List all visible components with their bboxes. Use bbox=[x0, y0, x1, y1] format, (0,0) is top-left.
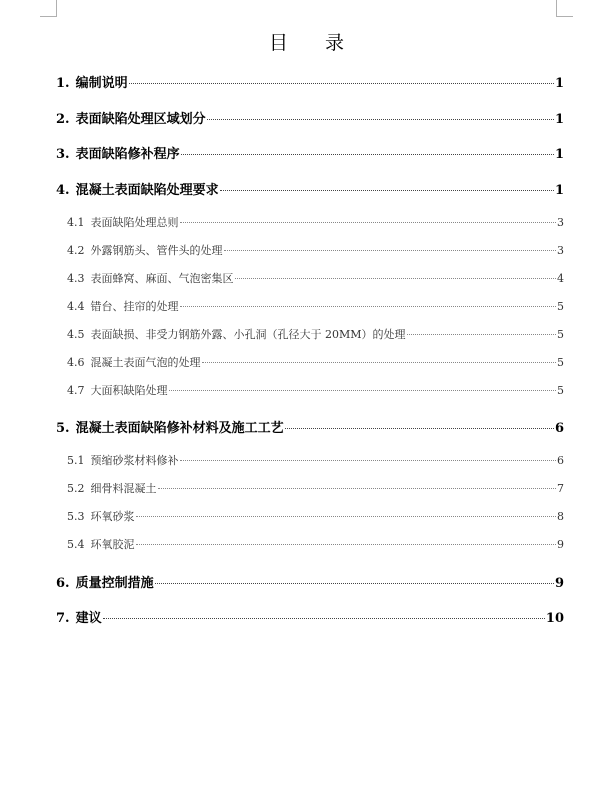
toc-dot-leader bbox=[158, 488, 557, 489]
toc-entry-number: 3. bbox=[56, 147, 70, 162]
toc-entry-number: 1. bbox=[56, 76, 70, 91]
toc-dot-leader bbox=[180, 306, 557, 307]
toc-entry-page-number: 9 bbox=[557, 538, 564, 551]
toc-entry-page-number: 3 bbox=[557, 244, 564, 257]
toc-entry-number: 6. bbox=[56, 576, 70, 591]
toc-entry-label bbox=[67, 508, 135, 524]
toc-entry-text: 混凝土表面缺陷修补材料及施工工艺 bbox=[75, 421, 284, 436]
toc-entry-number: 5.2 bbox=[67, 482, 85, 495]
toc-entry-text: 环氧砂浆 bbox=[90, 510, 135, 523]
toc-entry-label bbox=[67, 214, 179, 230]
page-corner-mark-right bbox=[556, 0, 573, 17]
toc-dot-leader bbox=[235, 278, 557, 279]
toc-entry[interactable] bbox=[56, 607, 564, 626]
toc-subentry[interactable] bbox=[67, 242, 564, 258]
toc-entry-page-number: 1 bbox=[554, 112, 564, 127]
toc-entry[interactable] bbox=[56, 179, 564, 198]
toc-entry-label bbox=[56, 179, 219, 198]
toc-entry-text: 混凝土表面气泡的处理 bbox=[90, 356, 201, 369]
toc-entry-label bbox=[56, 72, 128, 91]
toc-dot-leader bbox=[169, 390, 557, 391]
toc-entry-number: 5. bbox=[56, 421, 70, 436]
toc-entry-label bbox=[67, 480, 157, 496]
page-corner-mark-left bbox=[40, 0, 57, 17]
toc-entry-label bbox=[56, 143, 180, 162]
toc-subentry[interactable] bbox=[67, 508, 564, 524]
toc-entry-text: 细骨料混凝土 bbox=[90, 482, 157, 495]
toc-dot-leader bbox=[224, 250, 557, 251]
toc-entry-label bbox=[56, 417, 284, 436]
toc-entry-text: 表面缺陷修补程序 bbox=[75, 147, 180, 162]
toc-dot-leader bbox=[129, 83, 554, 84]
toc-entry-page-number: 1 bbox=[554, 183, 564, 198]
toc-entry-text: 表面缺陷处理区域划分 bbox=[75, 112, 206, 127]
toc-entry-label bbox=[56, 572, 154, 591]
toc-entry-label bbox=[56, 108, 206, 127]
toc-entry-label bbox=[67, 382, 168, 398]
toc-entry[interactable] bbox=[56, 572, 564, 591]
toc-entry-page-number: 9 bbox=[554, 576, 564, 591]
toc-entry-number: 4.3 bbox=[67, 272, 85, 285]
toc-subentry[interactable] bbox=[67, 382, 564, 398]
toc-entry-number: 4.2 bbox=[67, 244, 85, 257]
toc-entry-number: 4.6 bbox=[67, 356, 85, 369]
toc-entry-number: 2. bbox=[56, 112, 70, 127]
toc-entry-text: 外露钢筋头、管件头的处理 bbox=[90, 244, 223, 257]
toc-entry-label bbox=[67, 452, 179, 468]
toc-entry-text: 表面蜂窝、麻面、气泡密集区 bbox=[90, 272, 234, 285]
toc-entry-page-number: 5 bbox=[557, 300, 564, 313]
toc-entry-number: 4. bbox=[56, 183, 70, 198]
toc-entry[interactable] bbox=[56, 108, 564, 127]
toc-entry-label bbox=[67, 242, 223, 258]
toc-entry-number: 5.3 bbox=[67, 510, 85, 523]
toc-subentry[interactable] bbox=[67, 270, 564, 286]
toc-entry-page-number: 8 bbox=[557, 510, 564, 523]
toc-entry-page-number: 6 bbox=[554, 421, 564, 436]
toc-entry-label bbox=[67, 270, 234, 286]
toc-entry-page-number: 7 bbox=[557, 482, 564, 495]
toc-entry-number: 4.5 bbox=[67, 328, 85, 341]
toc-subentry[interactable] bbox=[67, 480, 564, 496]
toc-subentry[interactable] bbox=[67, 214, 564, 230]
toc-entry-text: 编制说明 bbox=[75, 76, 128, 91]
toc-entry-number: 4.4 bbox=[67, 300, 85, 313]
toc-entry[interactable] bbox=[56, 143, 564, 162]
toc-dot-leader bbox=[220, 190, 554, 191]
toc-title-char-2: 录 bbox=[325, 32, 346, 54]
toc-entry-label bbox=[67, 354, 201, 370]
toc-entry[interactable] bbox=[56, 72, 564, 91]
toc-entry-number: 7. bbox=[56, 611, 70, 626]
toc-entry-page-number: 6 bbox=[557, 454, 564, 467]
toc-entry-label bbox=[67, 326, 406, 342]
toc-entry-page-number: 3 bbox=[557, 216, 564, 229]
toc-entry-text: 环氧胶泥 bbox=[90, 538, 135, 551]
toc-dot-leader bbox=[136, 516, 557, 517]
toc-entry-page-number: 5 bbox=[557, 328, 564, 341]
toc-entry-label bbox=[67, 298, 179, 314]
toc-subentry[interactable] bbox=[67, 298, 564, 314]
toc-entry-text: 大面积缺陷处理 bbox=[90, 384, 168, 397]
toc-dot-leader bbox=[181, 154, 554, 155]
toc-entry-text: 混凝土表面缺陷处理要求 bbox=[75, 183, 219, 198]
toc-dot-leader bbox=[207, 119, 554, 120]
toc-entry-page-number: 1 bbox=[554, 76, 564, 91]
toc-subentry[interactable] bbox=[67, 536, 564, 552]
toc-entry-number: 5.4 bbox=[67, 538, 85, 551]
toc-entry-text: 质量控制措施 bbox=[75, 576, 154, 591]
toc-dot-leader bbox=[202, 362, 557, 363]
toc-subentry[interactable] bbox=[67, 326, 564, 342]
toc-entry-number: 5.1 bbox=[67, 454, 85, 467]
toc-dot-leader bbox=[180, 222, 557, 223]
toc-title-char-1: 目 bbox=[268, 32, 289, 54]
toc-entry-page-number: 5 bbox=[557, 384, 564, 397]
toc-entry-text: 表面缺陷处理总则 bbox=[90, 216, 179, 229]
toc-dot-leader bbox=[285, 428, 554, 429]
toc-entry-number: 4.7 bbox=[67, 384, 85, 397]
toc-entry-text: 预缩砂浆材料修补 bbox=[90, 454, 179, 467]
toc-entry-text: 错台、挂帘的处理 bbox=[90, 300, 179, 313]
toc-dot-leader bbox=[180, 460, 557, 461]
toc-entry[interactable] bbox=[56, 417, 564, 436]
toc-entry-text: 建议 bbox=[75, 611, 102, 626]
toc-dot-leader bbox=[103, 618, 545, 619]
toc-entry-text: 表面缺损、非受力钢筋外露、小孔洞（孔径大于 20MM）的处理 bbox=[90, 328, 406, 341]
toc-dot-leader bbox=[155, 583, 554, 584]
toc-title bbox=[0, 28, 614, 55]
toc-entry-label bbox=[56, 607, 102, 626]
toc-dot-leader bbox=[407, 334, 556, 335]
toc-entry-page-number: 5 bbox=[557, 356, 564, 369]
toc-entry-number: 4.1 bbox=[67, 216, 85, 229]
toc-subentry[interactable] bbox=[67, 354, 564, 370]
toc-entry-page-number: 4 bbox=[557, 272, 564, 285]
toc-entry-page-number: 1 bbox=[554, 147, 564, 162]
toc-dot-leader bbox=[136, 544, 557, 545]
toc-entry-page-number: 10 bbox=[545, 611, 564, 626]
toc-subentry[interactable] bbox=[67, 452, 564, 468]
toc-entry-label bbox=[67, 536, 135, 552]
